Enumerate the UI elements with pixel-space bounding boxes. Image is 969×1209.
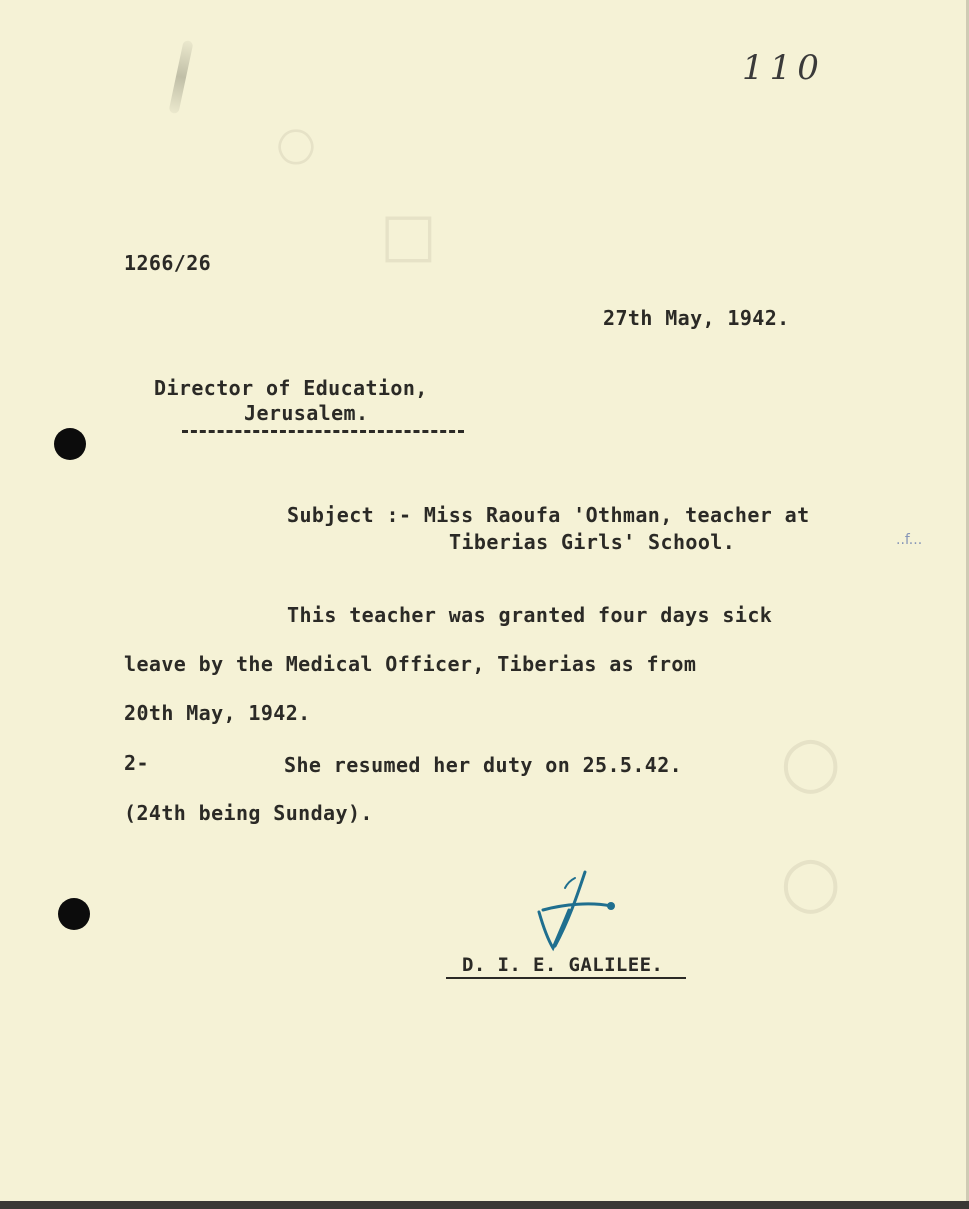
subject-line-1: Subject :- Miss Raoufa 'Othman, teacher at bbox=[287, 503, 810, 527]
folio-number: 110 bbox=[742, 48, 825, 88]
page-edge bbox=[0, 1201, 969, 1209]
signature-underline bbox=[446, 977, 686, 979]
addressee-underline bbox=[182, 430, 464, 433]
bleed-through-mark: ○ bbox=[780, 720, 842, 802]
handwritten-signature bbox=[525, 866, 625, 956]
addressee-line-2: Jerusalem. bbox=[244, 401, 369, 425]
item-2-line-2: (24th being Sunday). bbox=[124, 801, 373, 825]
item-2-line-1: She resumed her duty on 25.5.42. bbox=[284, 753, 683, 777]
addressee-line-1: Director of Education, bbox=[154, 376, 428, 400]
punch-hole bbox=[54, 428, 86, 460]
punch-hole bbox=[58, 898, 90, 930]
bleed-through-mark: □ bbox=[380, 200, 437, 270]
reference-number: 1266/26 bbox=[124, 251, 212, 275]
body-line-3: 20th May, 1942. bbox=[124, 701, 311, 725]
subject-line-2: Tiberias Girls' School. bbox=[449, 530, 736, 554]
body-line-2: leave by the Medical Officer, Tiberias as from bbox=[124, 652, 697, 676]
body-line-1: This teacher was granted four days sick bbox=[287, 603, 773, 627]
item-number: 2- bbox=[124, 751, 149, 775]
letter-date: 27th May, 1942. bbox=[603, 306, 790, 330]
margin-note: ..f... bbox=[896, 532, 923, 548]
bleed-through-mark: ○ bbox=[780, 840, 842, 922]
pencil-mark bbox=[168, 40, 193, 114]
signature-block: D. I. E. GALILEE. bbox=[462, 954, 664, 976]
bleed-through-mark: ○ bbox=[273, 126, 328, 168]
